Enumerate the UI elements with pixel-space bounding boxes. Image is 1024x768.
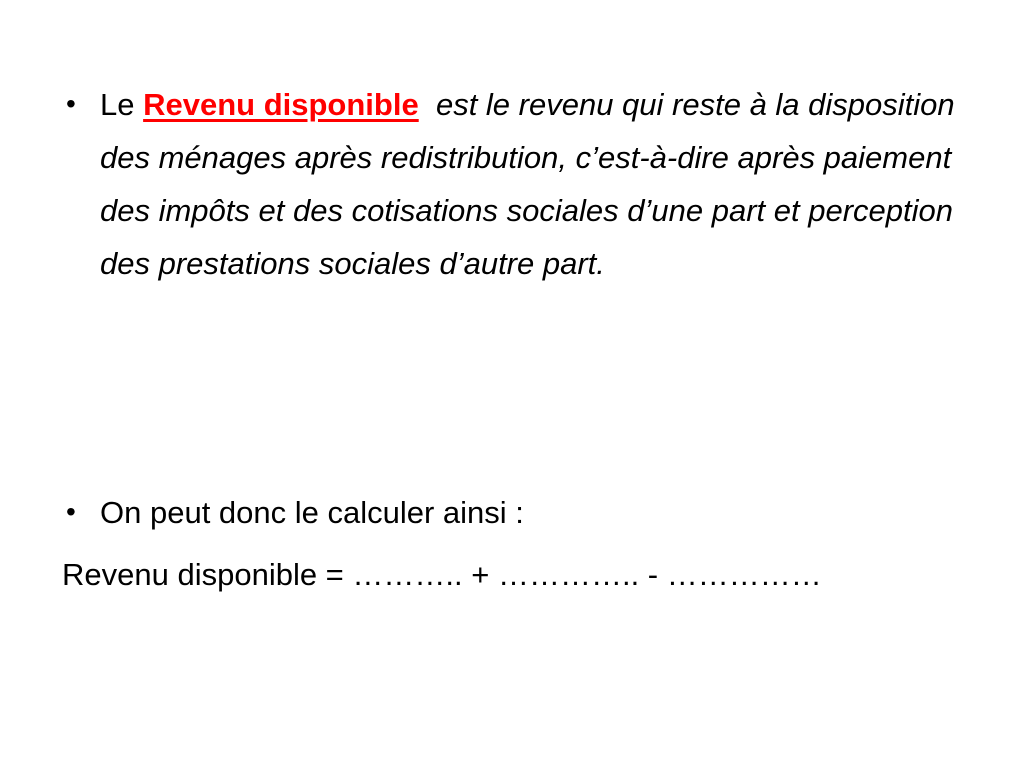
formula-line: Revenu disponible = ……….. + ………….. - …………… [62, 557, 822, 592]
definition-prefix: Le [100, 87, 144, 122]
definition-body: est le revenu qui reste à la disposition des ménages après redistribution, c’est-à-dire après paiement des impôts et des cotisations sociales d’une part et perception des prestations sociales d’autre part. [100, 87, 955, 281]
keyword-revenu-disponible: Revenu disponible [143, 87, 419, 122]
bullet-point-icon: • [66, 496, 76, 527]
calculation-intro: On peut donc le calculer ainsi : [100, 495, 524, 530]
bullet-point-icon: • [66, 88, 76, 119]
definition-text [100, 78, 980, 290]
